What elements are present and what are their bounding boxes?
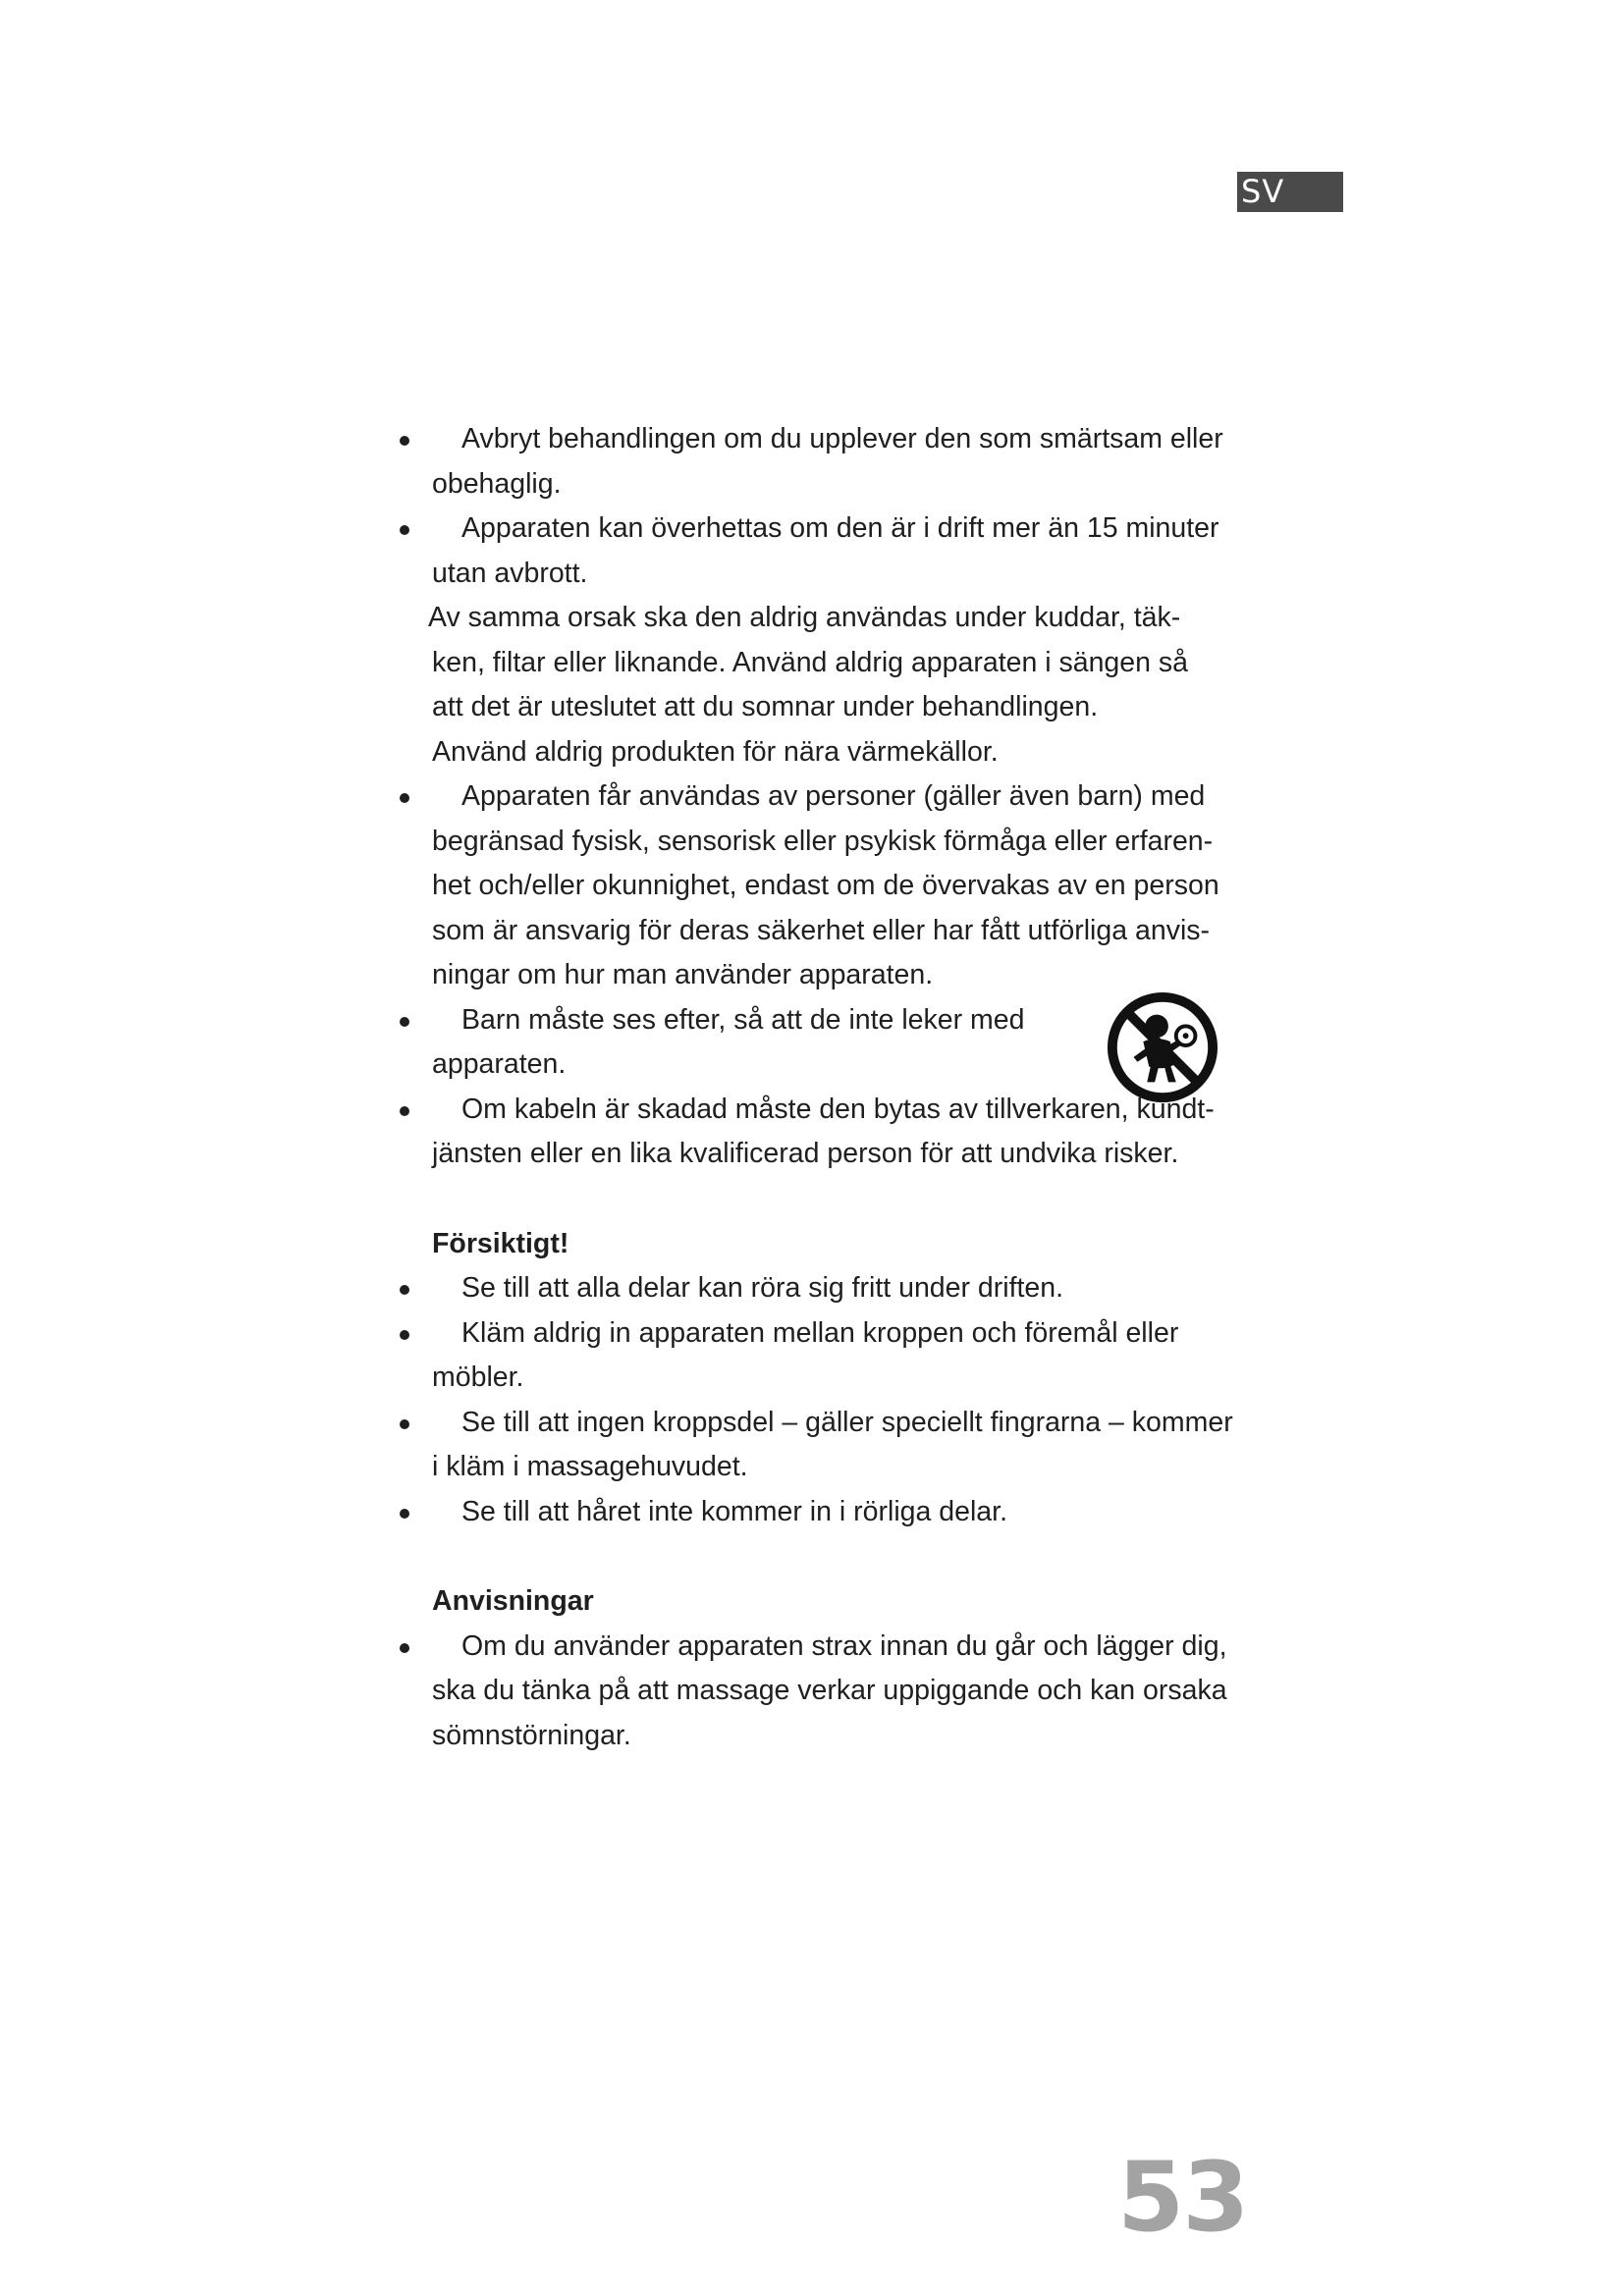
caution-heading: Försiktigt! [432, 1227, 569, 1259]
list-item: Barn måste ses efter, så att de inte leker med apparaten. [393, 998, 1276, 1088]
list-item: Kläm aldrig in apparaten mellan kroppen och föremål eller möbler. [432, 1316, 1179, 1393]
main-content [393, 417, 1276, 1758]
list-item: Apparaten kan överhettas om den är i drift mer än 15 minuter utan avbrott. [432, 512, 1219, 589]
page-number: 53 [1117, 2142, 1248, 2254]
paragraph: Av samma orsak ska den aldrig användas under kuddar, täk- ken, filtar eller liknande. Använd aldrig apparaten i sängen så att det är uteslutet att du somnar under behandlingen. Använd aldrig produkten för nära värmekällor. [428, 602, 1189, 768]
list-item: Om du använder apparaten strax innan du går och lägger dig, ska du tänka på att massage verkar uppiggande och kan orsaka sömnstörningar. [432, 1629, 1227, 1751]
list-item: Om kabeln är skadad måste den bytas av tillverkaren, kundt- jänsten eller en lika kvalificerad person för att undvika risker. [432, 1093, 1215, 1169]
language-tab: SV [1237, 172, 1343, 212]
list-item: Se till att ingen kroppsdel – gäller speciellt fingrarna – kommer i kläm i massagehuvudet. [432, 1406, 1233, 1482]
list-item: Avbryt behandlingen om du upplever den som smärtsam eller obehaglig. [432, 423, 1223, 500]
list-item: Se till att håret inte kommer in i rörliga delar. [461, 1495, 1007, 1527]
list-item: Se till att alla delar kan röra sig fritt under driften. [461, 1272, 1064, 1304]
instructions-heading: Anvisningar [432, 1585, 594, 1617]
list-item: Apparaten får användas av personer (gäller även barn) med begränsad fysisk, sensorisk eller psykisk förmåga eller erfaren- het och/eller okunnighet, endast om de övervakas av en person som är ansvarig för deras säkerhet eller har fått utförliga anvis- ningar om hur man använder apparaten. [432, 780, 1219, 990]
